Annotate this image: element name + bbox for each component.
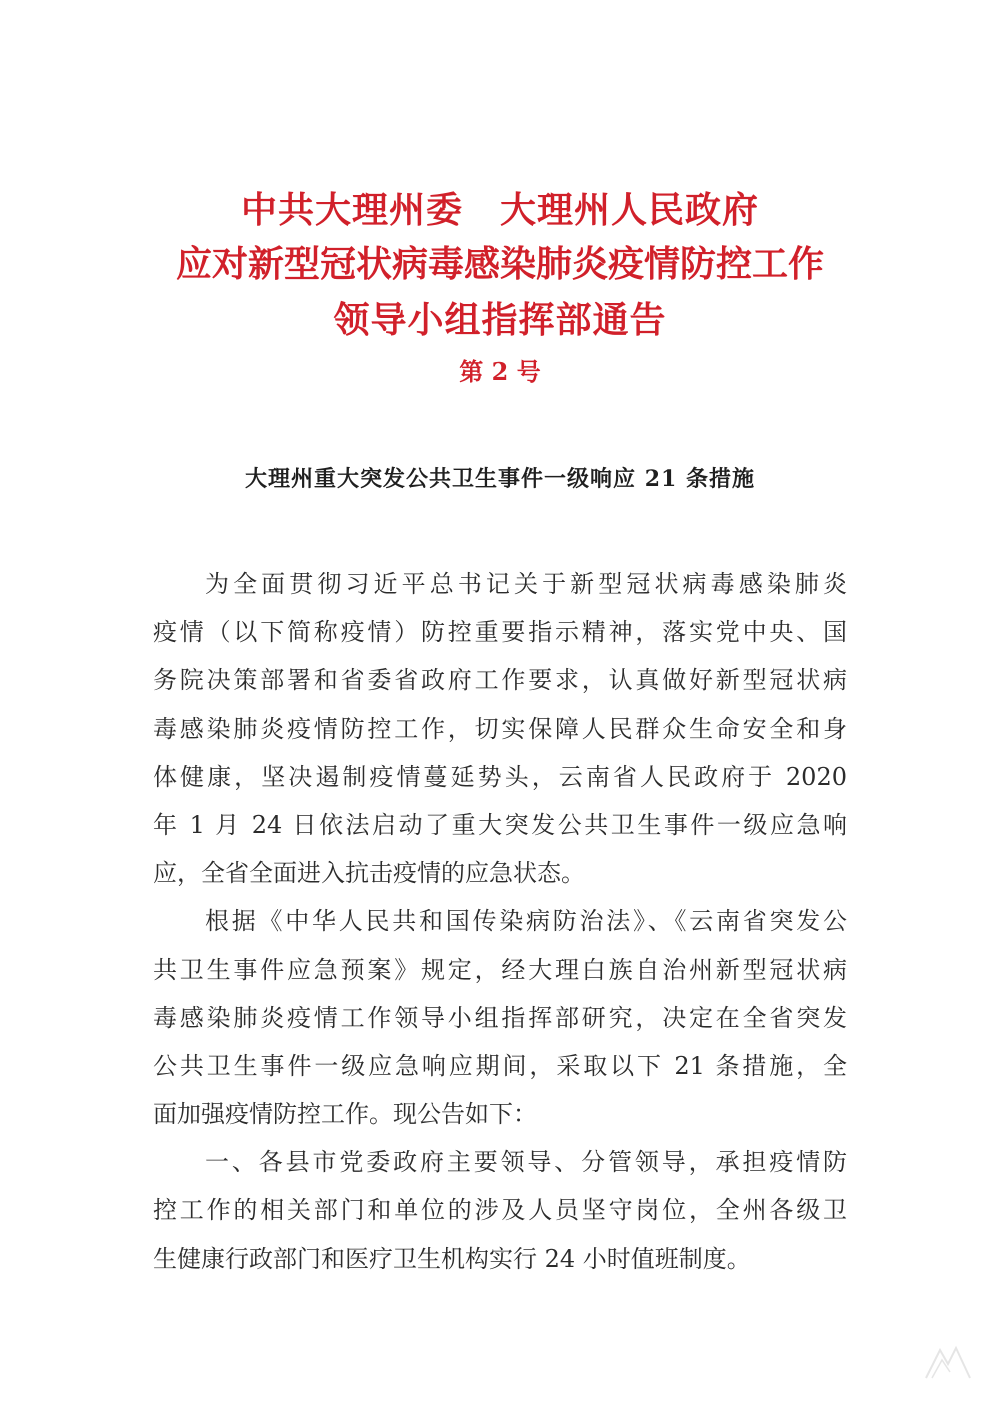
paragraph-2-line: 面加强疫情防控工作。现公告如下：	[153, 1100, 537, 1129]
paragraph-2-line: 公共卫生事件一级应急响应期间，采取以下 21 条措施，全	[153, 1051, 847, 1080]
paragraph-1-line: 体健康，坚决遏制疫情蔓延势头，云南省人民政府于 2020	[153, 762, 847, 791]
document-subtitle: 大理州重大突发公共卫生事件一级响应 21 条措施	[245, 466, 755, 492]
paragraph-2-line: 共卫生事件应急预案》规定，经大理白族自治州新型冠状病	[153, 955, 847, 984]
paragraph-3-line: 控工作的相关部门和单位的涉及人员坚守岗位，全州各级卫	[153, 1196, 847, 1225]
paragraph-1-line: 为全面贯彻习近平总书记关于新型冠状病毒感染肺炎	[205, 570, 847, 598]
paragraph-1-line: 年 1 月 24 日依法启动了重大突发公共卫生事件一级应急响	[153, 810, 847, 839]
paragraph-3-line: 一、各县市党委政府主要领导、分管领导，承担疫情防	[205, 1148, 847, 1177]
paragraph-1-line: 务院决策部署和省委省政府工作要求，认真做好新型冠状病	[153, 666, 847, 695]
header-title-line-1: 中共大理州委 大理州人民政府	[240, 189, 759, 231]
paragraph-1-line: 毒感染肺炎疫情防控工作，切实保障人民群众生命安全和身	[153, 714, 847, 743]
paragraph-2-line: 根据《中华人民共和国传染病防治法》、《云南省突发公	[205, 907, 847, 936]
paragraph-1-line: 应，全省全面进入抗击疫情的应急状态。	[153, 859, 585, 888]
header-title-line-3: 领导小组指挥部通告	[333, 299, 667, 341]
header-title-line-2: 应对新型冠状病毒感染肺炎疫情防控工作	[175, 243, 824, 285]
body-text	[153, 560, 847, 1283]
watermark-logo-icon	[918, 1338, 978, 1388]
paragraph-3-line: 生健康行政部门和医疗卫生机构实行 24 小时值班制度。	[153, 1244, 751, 1273]
document-number: 第 2 号	[459, 357, 541, 386]
paragraph-1-line: 疫情（以下简称疫情）防控重要指示精神，落实党中央、国	[153, 618, 847, 647]
paragraph-2-line: 毒感染肺炎疫情工作领导小组指挥部研究，决定在全省突发	[153, 1003, 847, 1032]
